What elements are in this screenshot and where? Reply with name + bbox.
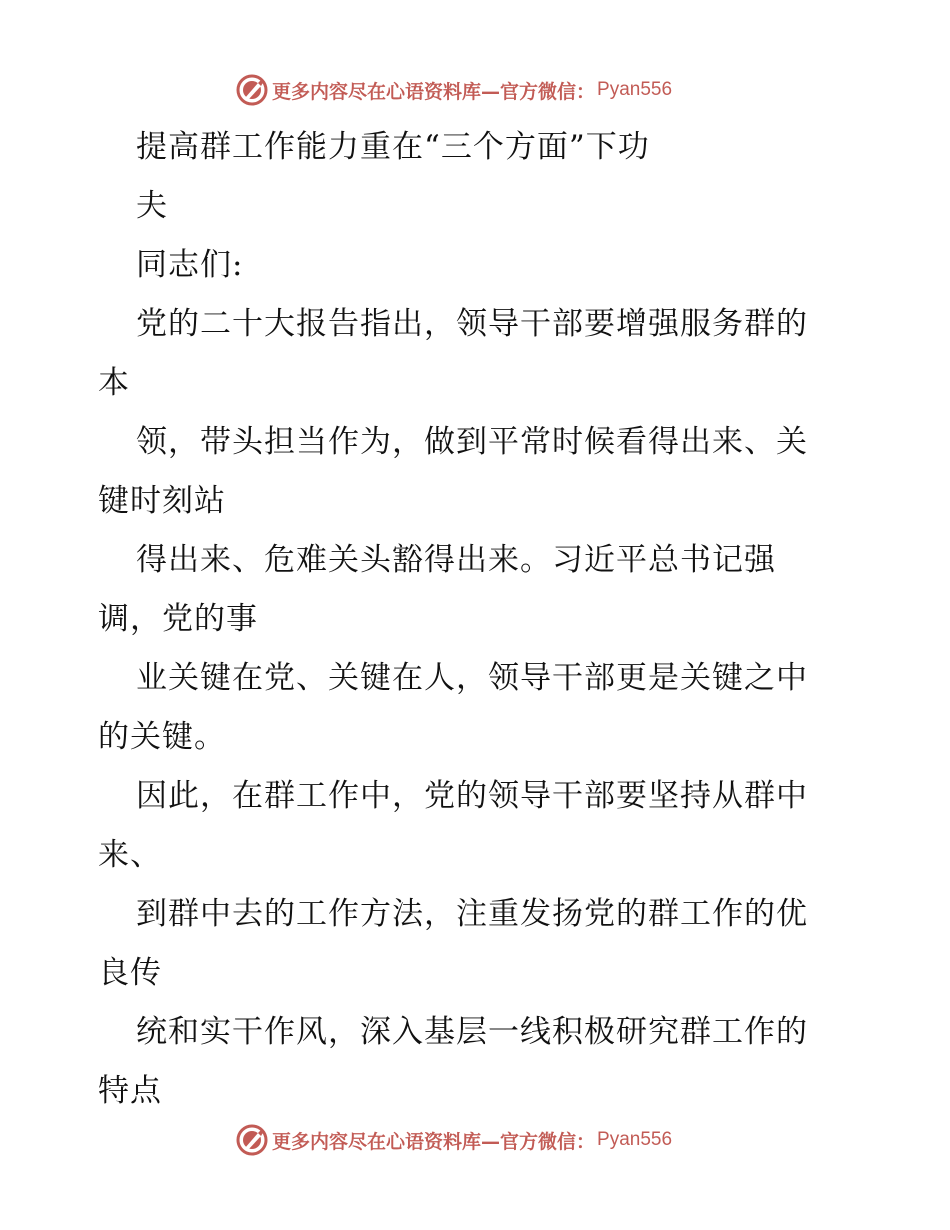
title-line-1: 提高群工作能力重在“三个方面”下功 bbox=[136, 129, 650, 165]
watermark-text: 更多内容尽在心语资料库—官方微信： bbox=[272, 1130, 596, 1153]
footer-watermark bbox=[236, 1123, 672, 1157]
paragraph-line: 良传 bbox=[98, 955, 162, 991]
paragraph-line: 业关键在党、关键在人，领导干部更是关键之中 bbox=[136, 660, 808, 696]
paragraph-line: 来、 bbox=[98, 837, 162, 873]
paragraph-line: 统和实干作风，深入基层一线积极研究群工作的 bbox=[136, 1014, 808, 1050]
paragraph-line: 的关键。 bbox=[98, 719, 226, 755]
paragraph-line: 到群中去的工作方法，注重发扬党的群工作的优 bbox=[136, 896, 808, 932]
paragraph-line: 因此，在群工作中，党的领导干部要坚持从群中 bbox=[136, 778, 808, 814]
watermark-wechat-id: Pyan556 bbox=[597, 79, 673, 100]
quill-pen-logo-icon bbox=[236, 74, 268, 106]
paragraph-line: 特点 bbox=[98, 1073, 162, 1109]
paragraph-line: 调，党的事 bbox=[98, 601, 258, 637]
title-line-2: 夫 bbox=[136, 188, 168, 224]
watermark-wechat-id: Pyan556 bbox=[597, 1129, 673, 1150]
salutation: 同志们: bbox=[136, 247, 244, 283]
quill-pen-logo-icon bbox=[236, 1124, 268, 1156]
paragraph-line: 键时刻站 bbox=[98, 483, 226, 519]
paragraph-line: 党的二十大报告指出，领导干部要增强服务群的 bbox=[136, 306, 808, 342]
paragraph-line: 本 bbox=[98, 365, 130, 401]
header-watermark bbox=[236, 73, 672, 107]
paragraph-line: 得出来、危难关头豁得出来。习近平总书记强 bbox=[136, 542, 776, 578]
paragraph-line: 领，带头担当作为，做到平常时候看得出来、关 bbox=[136, 424, 808, 460]
watermark-text: 更多内容尽在心语资料库—官方微信： bbox=[272, 80, 596, 103]
